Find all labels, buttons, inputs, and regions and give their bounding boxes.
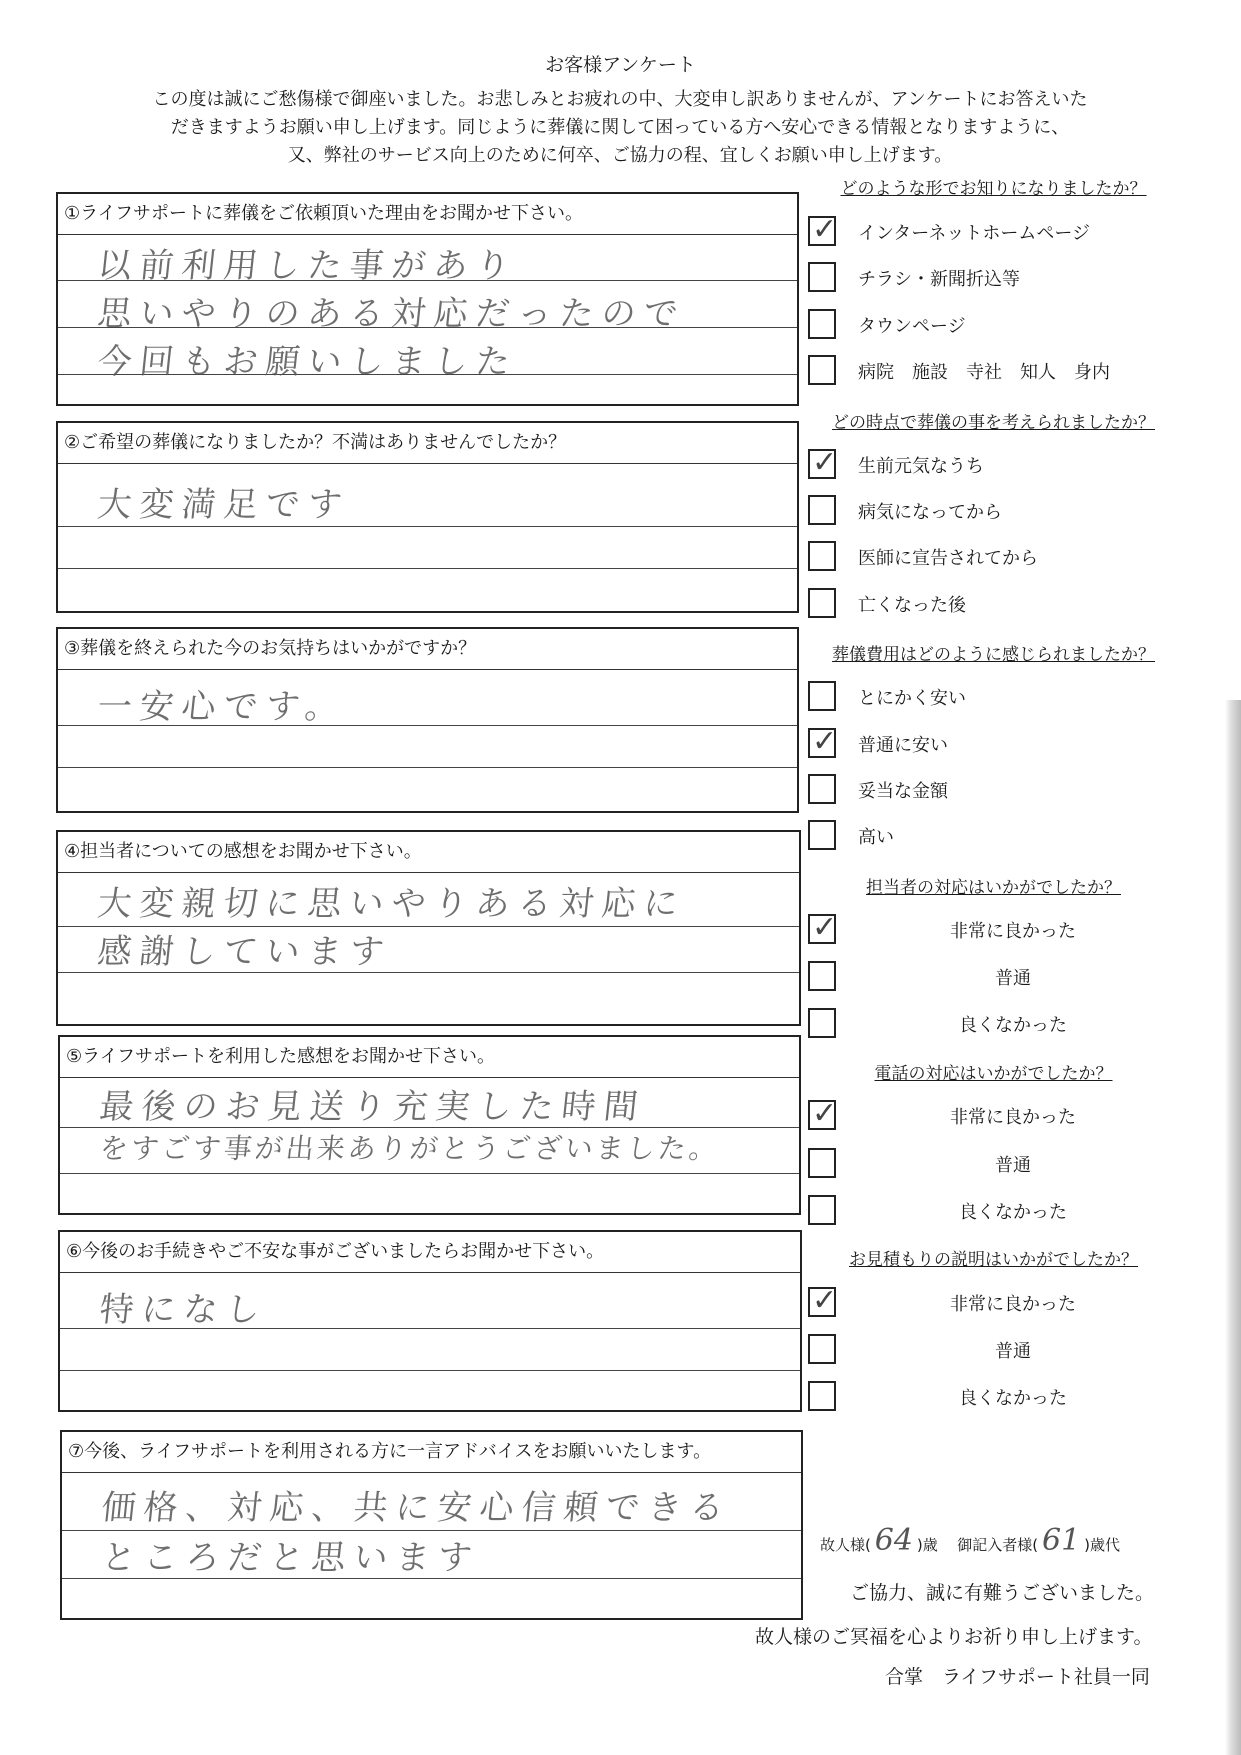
answer-line: 特になし bbox=[97, 1290, 270, 1330]
check-mark-icon: ✓ bbox=[812, 445, 838, 480]
deceased-age-value[interactable]: 64 bbox=[874, 1523, 913, 1558]
checkbox[interactable] bbox=[808, 445, 838, 480]
answer-line: 以前利用した事があり bbox=[95, 246, 520, 286]
check-mark-icon: ✓ bbox=[812, 1283, 838, 1318]
intro-line: 又、弊社のサービス向上のために何卒、ご協力の程、宜しくお願い申し上げます。 bbox=[287, 145, 953, 166]
question-label: ③葬儀を終えられた今のお気持ちはいかがですか？ bbox=[58, 629, 797, 670]
checkbox[interactable] bbox=[808, 1148, 836, 1178]
check-mark-icon: ✓ bbox=[812, 212, 838, 247]
question-3 bbox=[56, 627, 799, 813]
writer-age-suffix: )歳代 bbox=[1084, 1536, 1120, 1554]
question-label: ②ご希望の葬儀になりましたか？不満はありませんでしたか？ bbox=[58, 423, 797, 464]
option-label: 普通 bbox=[995, 968, 1031, 989]
option-phone-normal[interactable] bbox=[808, 1148, 1168, 1182]
survey-heading-phone: 電話の対応はいかがでしたか？ bbox=[874, 1064, 1113, 1084]
option-phone-very-good[interactable] bbox=[808, 1096, 1168, 1134]
option-staff-not-good[interactable] bbox=[808, 1008, 1168, 1042]
checkbox[interactable] bbox=[808, 1283, 838, 1318]
option-referral[interactable] bbox=[808, 355, 1168, 389]
survey-heading-cost: 葬儀費用はどのように感じられましたか？ bbox=[832, 645, 1155, 665]
signature-text: 合掌 ライフサポート社員一同 bbox=[885, 1666, 1150, 1688]
checkbox[interactable] bbox=[808, 820, 836, 850]
option-label: 生前元気なうち bbox=[858, 456, 984, 477]
option-label: 高い bbox=[858, 827, 894, 848]
option-label: 非常に良かった bbox=[950, 1107, 1076, 1128]
checkbox[interactable] bbox=[808, 541, 836, 571]
intro-line: この度は誠にご愁傷様で御座いました。お悲しみとお疲れの中、大変申し訳ありませんが、アンケートにお答えいた bbox=[152, 89, 1088, 110]
answer-line: 思いやりのある対応だったので bbox=[95, 294, 688, 334]
option-label: 亡くなった後 bbox=[858, 595, 966, 616]
option-label: 病院 施設 寺社 知人 身内 bbox=[858, 362, 1110, 383]
answer-line: 最後のお見送り充実した時間 bbox=[97, 1087, 648, 1127]
option-label: 良くなかった bbox=[959, 1388, 1067, 1409]
option-label: 良くなかった bbox=[959, 1202, 1067, 1223]
check-mark-icon: ✓ bbox=[812, 910, 838, 945]
option-very-cheap[interactable] bbox=[808, 681, 1168, 715]
survey-heading-staff: 担当者の対応はいかがでしたか？ bbox=[866, 878, 1121, 898]
question-1 bbox=[56, 192, 799, 406]
option-estimate-very-good[interactable] bbox=[808, 1283, 1168, 1321]
thanks-text: ご協力、誠に有難うございました。 bbox=[850, 1582, 1155, 1604]
option-expensive[interactable] bbox=[808, 820, 1168, 854]
deceased-age-label: 故人様( bbox=[820, 1536, 871, 1554]
option-label: 医師に宣告されてから bbox=[858, 548, 1038, 569]
checkbox[interactable] bbox=[808, 910, 838, 945]
survey-heading-source: どのような形でお知りになりましたか？ bbox=[840, 179, 1147, 199]
option-label: 普通に安い bbox=[858, 735, 948, 756]
check-mark-icon: ✓ bbox=[812, 724, 838, 759]
checkbox[interactable] bbox=[808, 1334, 836, 1364]
option-label: 良くなかった bbox=[959, 1015, 1067, 1036]
checkbox[interactable] bbox=[808, 588, 836, 618]
answer-line: 一安心です。 bbox=[95, 687, 350, 727]
question-7 bbox=[60, 1430, 803, 1620]
checkbox[interactable] bbox=[808, 1381, 836, 1411]
answer-line: 大変満足です bbox=[95, 485, 352, 525]
deceased-age-suffix: )歳 bbox=[916, 1536, 938, 1554]
option-after-diagnosis[interactable] bbox=[808, 541, 1168, 575]
checkbox[interactable] bbox=[808, 774, 836, 804]
option-flyer[interactable] bbox=[808, 262, 1168, 296]
question-label: ④担当者についての感想をお聞かせ下さい。 bbox=[58, 832, 799, 873]
option-label: とにかく安い bbox=[858, 688, 966, 709]
checkbox[interactable] bbox=[808, 309, 836, 339]
survey-heading-timing: どの時点で葬儀の事を考えられましたか？ bbox=[832, 413, 1155, 433]
option-reasonable[interactable] bbox=[808, 774, 1168, 808]
option-phone-not-good[interactable] bbox=[808, 1195, 1168, 1229]
checkbox[interactable] bbox=[808, 212, 838, 247]
checkbox[interactable] bbox=[808, 724, 838, 759]
option-fairly-cheap[interactable] bbox=[808, 724, 1168, 762]
option-label: 普通 bbox=[995, 1341, 1031, 1362]
intro-text bbox=[60, 86, 1180, 170]
answer-line: 今回もお願いしました bbox=[95, 342, 520, 382]
age-fields bbox=[820, 1523, 1120, 1558]
option-label: 妥当な金額 bbox=[858, 781, 948, 802]
survey-heading-estimate: お見積もりの説明はいかがでしたか？ bbox=[849, 1250, 1138, 1270]
question-label: ⑤ライフサポートを利用した感想をお聞かせ下さい。 bbox=[60, 1037, 799, 1078]
page-title: お客様アンケート bbox=[545, 54, 696, 76]
question-4 bbox=[56, 830, 801, 1026]
checkbox[interactable] bbox=[808, 262, 836, 292]
option-after-illness[interactable] bbox=[808, 495, 1168, 529]
checkbox[interactable] bbox=[808, 681, 836, 711]
question-label: ⑦今後、ライフサポートを利用される方に一言アドバイスをお願いいたします。 bbox=[62, 1432, 801, 1473]
question-6 bbox=[58, 1230, 802, 1412]
checkbox[interactable] bbox=[808, 495, 836, 525]
option-label: タウンページ bbox=[858, 316, 966, 337]
check-mark-icon: ✓ bbox=[812, 1096, 838, 1131]
option-estimate-not-good[interactable] bbox=[808, 1381, 1168, 1415]
answer-line: 価格、対応、共に安心信頼できる bbox=[99, 1488, 734, 1528]
checkbox[interactable] bbox=[808, 1195, 836, 1225]
answer-line: をすごす事が出来ありがとうございました。 bbox=[98, 1132, 722, 1165]
question-label: ①ライフサポートに葬儀をご依頼頂いた理由をお聞かせ下さい。 bbox=[58, 194, 797, 235]
option-label: 非常に良かった bbox=[950, 1294, 1076, 1315]
option-townpage[interactable] bbox=[808, 309, 1168, 343]
question-label: ⑥今後のお手続きやご不安な事がございましたらお聞かせ下さい。 bbox=[60, 1232, 800, 1273]
checkbox[interactable] bbox=[808, 1008, 836, 1038]
option-label: チラシ・新聞折込等 bbox=[858, 269, 1020, 290]
option-staff-very-good[interactable] bbox=[808, 910, 1168, 948]
intro-line: だきますようお願い申し上げます。同じように葬儀に関して困っている方へ安心できる情報となりますように、 bbox=[170, 117, 1070, 138]
question-5 bbox=[58, 1035, 801, 1215]
checkbox[interactable] bbox=[808, 355, 836, 385]
option-label: 病気になってから bbox=[858, 502, 1002, 523]
answer-line: 感謝しています bbox=[95, 932, 394, 972]
option-label: 普通 bbox=[995, 1155, 1031, 1176]
option-estimate-normal[interactable] bbox=[808, 1334, 1168, 1368]
option-after-death[interactable] bbox=[808, 588, 1168, 622]
writer-age-value[interactable]: 61 bbox=[1042, 1523, 1081, 1558]
checkbox[interactable] bbox=[808, 1096, 838, 1131]
option-staff-normal[interactable] bbox=[808, 961, 1168, 995]
answer-line: 大変親切に思いやりある対応に bbox=[95, 884, 688, 924]
question-2 bbox=[56, 421, 799, 613]
option-internet[interactable] bbox=[808, 212, 1168, 250]
option-label: 非常に良かった bbox=[950, 921, 1076, 942]
answer-line: ところだと思います bbox=[99, 1538, 482, 1578]
closing-text: 故人様のご冥福を心よりお祈り申し上げます。 bbox=[755, 1626, 1153, 1648]
scan-edge bbox=[1225, 700, 1241, 1755]
option-while-healthy[interactable] bbox=[808, 445, 1168, 483]
option-label: インターネットホームページ bbox=[858, 223, 1091, 244]
checkbox[interactable] bbox=[808, 961, 836, 991]
writer-age-label: 御記入者様( bbox=[957, 1536, 1039, 1554]
